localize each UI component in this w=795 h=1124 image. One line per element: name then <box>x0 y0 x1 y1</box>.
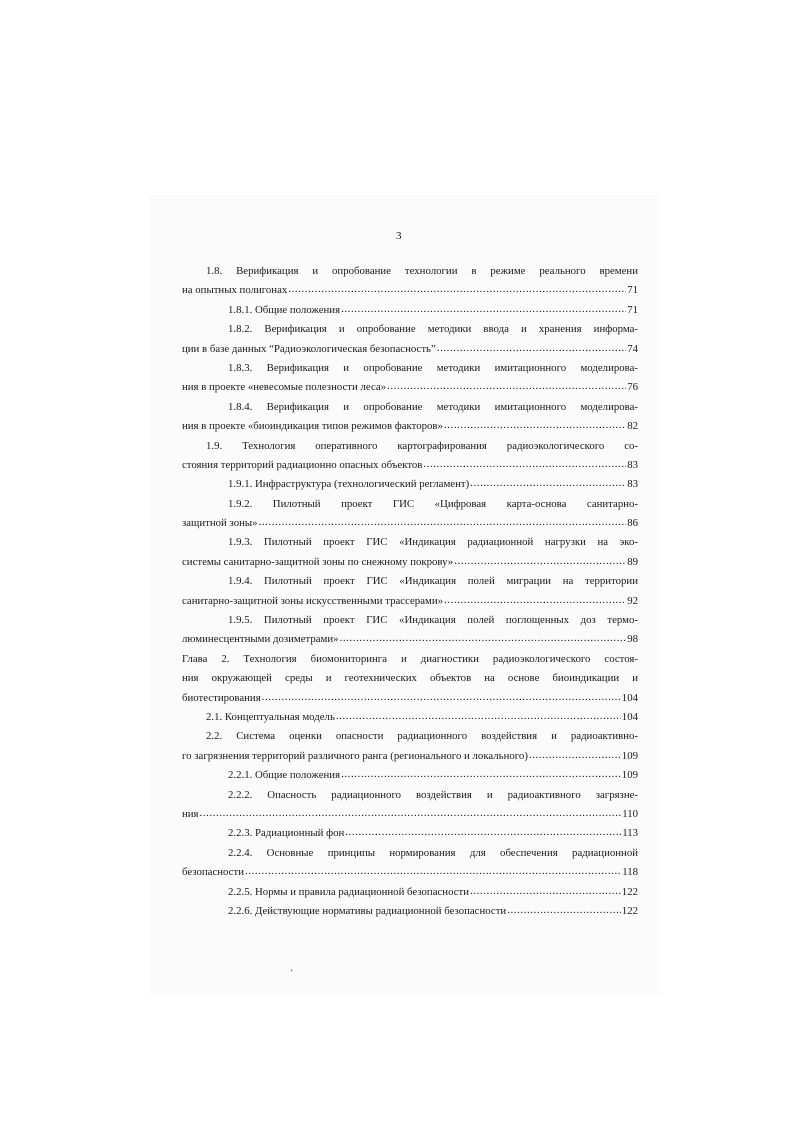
toc-entry-title: 2.2.1. Общие положения <box>228 769 341 782</box>
toc-entry-title: 2.2.5. Нормы и правила радиационной безопасности <box>228 885 470 898</box>
toc-entry-title: 2.2.6. Действующие нормативы радиационной безопасности <box>228 904 507 917</box>
toc-entry-title: системы санитарно-защитной зоны по снежному покрову» <box>182 555 454 568</box>
toc-entry-line <box>182 533 638 552</box>
toc-entry-title: ния окружающей среды и геотехнических объектов на основе биоиндикации и <box>182 672 638 685</box>
dot-leader <box>444 416 626 435</box>
toc-page-number: 118 <box>622 866 638 879</box>
toc-entry-line <box>182 456 638 475</box>
toc-page-number: 109 <box>621 749 638 762</box>
toc-entry-title: 1.8. Верификация и опробование технологии в режиме реального времени <box>206 265 638 277</box>
toc-page-number: 71 <box>627 284 638 297</box>
toc-entry-line <box>182 417 638 436</box>
table-of-contents <box>182 262 638 921</box>
toc-entry-line <box>182 475 638 494</box>
toc-entry-line <box>182 824 638 843</box>
dot-leader <box>470 474 626 493</box>
toc-page-number: 89 <box>627 555 638 568</box>
dot-leader <box>507 901 621 920</box>
dot-leader <box>245 862 621 881</box>
toc-entry-title: 2.2. Система оценки опасности радиационного воздействия и радиоактивно- <box>206 730 638 743</box>
toc-entry-line <box>182 572 638 591</box>
dot-leader <box>262 688 621 707</box>
dot-leader <box>288 280 626 299</box>
toc-entry-line <box>182 359 638 378</box>
toc-entry-title: санитарно-защитной зоны искусственными трассерами» <box>182 594 443 607</box>
toc-page-number: 104 <box>621 710 638 723</box>
toc-entry-line <box>182 863 638 882</box>
toc-entry-line <box>182 592 638 611</box>
dot-leader <box>341 765 621 784</box>
toc-entry-line <box>182 689 638 708</box>
toc-entry-line <box>182 611 638 630</box>
toc-entry-line <box>182 630 638 649</box>
toc-page-number: 86 <box>627 517 638 530</box>
dot-leader <box>341 300 626 319</box>
page-number: 3 <box>396 230 402 242</box>
toc-entry-title: 2.2.3. Радиационный фон <box>228 827 345 840</box>
toc-entry-line <box>182 786 638 805</box>
dot-leader <box>470 882 621 901</box>
toc-entry-line <box>182 747 638 766</box>
toc-entry-line <box>182 281 638 300</box>
toc-entry-title: стояния территорий радиационно опасных объектов <box>182 458 423 471</box>
toc-entry-line <box>182 553 638 572</box>
toc-entry-line <box>182 727 638 746</box>
toc-page-number: 122 <box>621 885 638 898</box>
toc-entry-title: 1.8.2. Верификация и опробование методики ввода и хранения информа- <box>228 323 638 336</box>
toc-page-number: 110 <box>622 807 638 820</box>
toc-page-number: 82 <box>627 420 638 433</box>
toc-entry-title: 2.1. Концептуальная модель <box>206 710 335 723</box>
toc-entry-title: 2.2.2. Опасность радиационного воздействия и радиоактивного загрязне- <box>228 788 638 801</box>
toc-entry-line <box>182 495 638 514</box>
toc-entry-line <box>182 844 638 863</box>
toc-entry-title: люминесцентными дозиметрами» <box>182 633 339 646</box>
toc-page-number: 83 <box>627 458 638 471</box>
toc-entry-line <box>182 378 638 397</box>
dot-leader <box>437 339 626 358</box>
toc-entry-title: защитной зоны» <box>182 517 258 530</box>
toc-page-number: 109 <box>621 769 638 782</box>
toc-entry-line <box>182 514 638 533</box>
dot-leader <box>529 746 621 765</box>
toc-page-number: 104 <box>621 691 638 704</box>
dot-leader <box>423 455 626 474</box>
toc-entry-line <box>182 320 638 339</box>
toc-page-number: 71 <box>627 303 638 316</box>
toc-entry-title: Глава 2. Технология биомониторинга и диагностики радиоэкологического состоя- <box>182 652 638 665</box>
toc-page-number: 83 <box>627 478 638 491</box>
stray-mark: ' <box>291 968 293 978</box>
toc-page-number: 92 <box>627 594 638 607</box>
toc-page-number: 74 <box>627 342 638 355</box>
toc-entry-title: 1.9. Технология оперативного картографирования радиоэкологического со- <box>206 439 638 452</box>
toc-entry-title: 1.9.4. Пилотный проект ГИС «Индикация полей миграции на территории <box>228 575 638 588</box>
toc-entry-line <box>182 708 638 727</box>
dot-leader <box>336 707 621 726</box>
toc-entry-line <box>182 805 638 824</box>
toc-entry-title: ния в проекте «невесомые полезности леса» <box>182 381 387 394</box>
toc-entry-line <box>182 301 638 320</box>
dot-leader <box>259 513 627 532</box>
toc-page-number: 76 <box>627 381 638 394</box>
toc-entry-title: биотестирования <box>182 691 261 704</box>
toc-entry-title: 1.9.3. Пилотный проект ГИС «Индикация радиационной нагрузки на эко- <box>228 536 638 549</box>
dot-leader <box>200 804 622 823</box>
toc-entry-line <box>182 437 638 456</box>
dot-leader <box>340 629 627 648</box>
toc-entry-title: 2.2.4. Основные принципы нормирования для обеспечения радиационной <box>228 846 638 859</box>
toc-entry-title: на опытных полигонах <box>182 284 288 297</box>
toc-entry-title: 1.8.1. Общие положения <box>228 303 341 316</box>
toc-entry-line <box>182 340 638 359</box>
toc-entry-title: 1.9.1. Инфраструктура (технологический регламент) <box>228 478 470 491</box>
dot-leader <box>454 552 626 571</box>
toc-entry-line <box>182 669 638 688</box>
toc-page-number: 98 <box>627 633 638 646</box>
toc-entry-title: 1.8.4. Верификация и опробование методики имитационного моделирова- <box>228 400 638 413</box>
toc-entry-title: безопасности <box>182 866 244 879</box>
toc-entry-title: го загрязнения территорий различного ранга (регионального и локального) <box>182 749 528 762</box>
toc-entry-line <box>182 650 638 669</box>
toc-entry-title: ния в проекте «биоиндикация типов режимов факторов» <box>182 420 443 433</box>
toc-entry-line <box>182 262 638 281</box>
toc-page-number: 122 <box>621 904 638 917</box>
toc-entry-line <box>182 766 638 785</box>
toc-entry-title: ции в базе данных “Радиоэкологическая безопасность” <box>182 342 436 355</box>
toc-entry-line <box>182 398 638 417</box>
toc-page-number: 113 <box>622 827 638 840</box>
dot-leader <box>444 591 626 610</box>
toc-entry-line <box>182 883 638 902</box>
toc-entry-title: 1.9.5. Пилотный проект ГИС «Индикация полей поглощенных доз термо- <box>228 614 638 627</box>
dot-leader <box>387 377 626 396</box>
toc-entry-title: 1.9.2. Пилотный проект ГИС «Цифровая карта-основа санитарно- <box>228 497 638 510</box>
dot-leader <box>345 823 621 842</box>
toc-entry-line <box>182 902 638 921</box>
toc-entry-title: ния <box>182 807 199 820</box>
toc-entry-title: 1.8.3. Верификация и опробование методики имитационного моделирова- <box>228 361 638 374</box>
